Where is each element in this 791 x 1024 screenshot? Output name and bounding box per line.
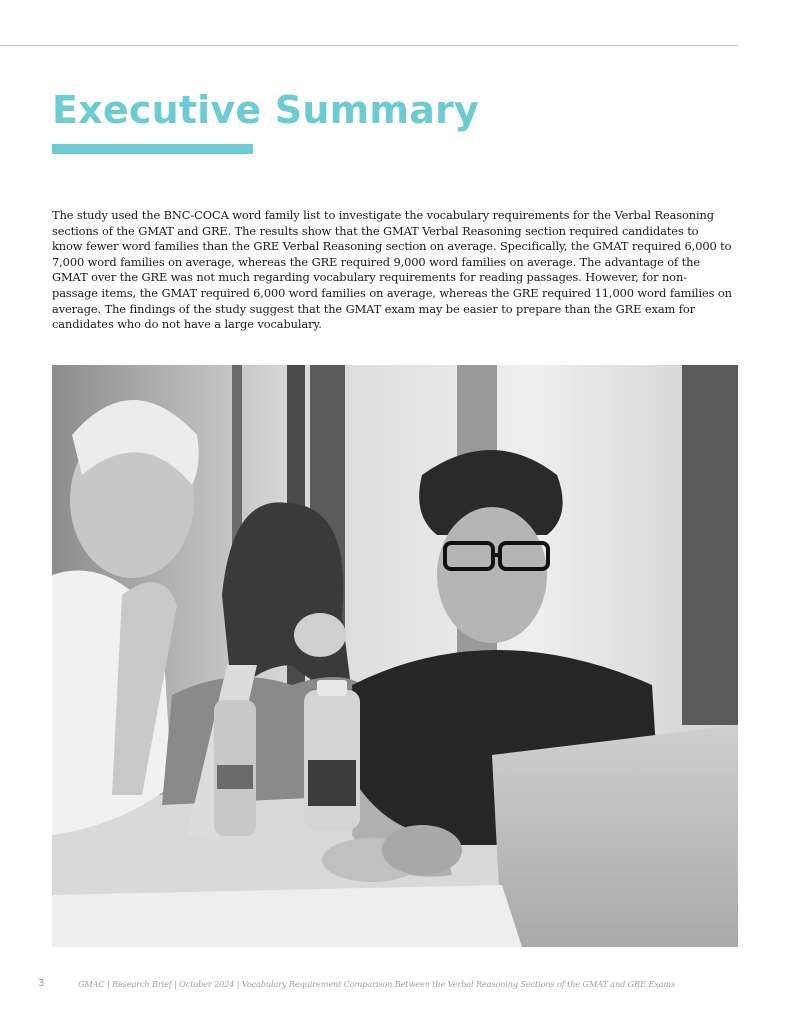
- students-photo: [52, 365, 738, 947]
- students-photo-illustration: [52, 365, 738, 947]
- header-rule: [0, 45, 738, 46]
- page-number: 3: [38, 978, 45, 989]
- summary-paragraph: The study used the BNC-COCA word family list to investigate the vocabulary requirements for the Verbal Reasoning sections of the GMAT and GRE. The results show that the GMAT Verbal Reasoning section required candidates to know fewer word families than the GRE Verbal Reasoning section on average. Specifically, the GMAT required 6,000 to 7,000 word families on average, whereas the GRE required 9,000 word families on average. The advantage of the GMAT over the GRE was not much regarding vocabulary requirements for reading passages. However, for non-passage items, the GMAT required 6,000 word families on average, whereas the GRE required 11,000 word families on average. The findings of the study suggest that the GMAT exam may be easier to prepare than the GRE exam for candidates who do not have a large vocabulary.: [52, 208, 732, 332]
- title-accent-bar: [52, 144, 253, 154]
- footer-citation: GMAC | Research Brief | October 2024 | Vocabulary Requirement Comparison Between the Verbal Reasoning Sections of the GMAT and GRE Exams: [78, 979, 676, 989]
- page-title: Executive Summary: [52, 88, 479, 132]
- page-footer: [0, 978, 791, 994]
